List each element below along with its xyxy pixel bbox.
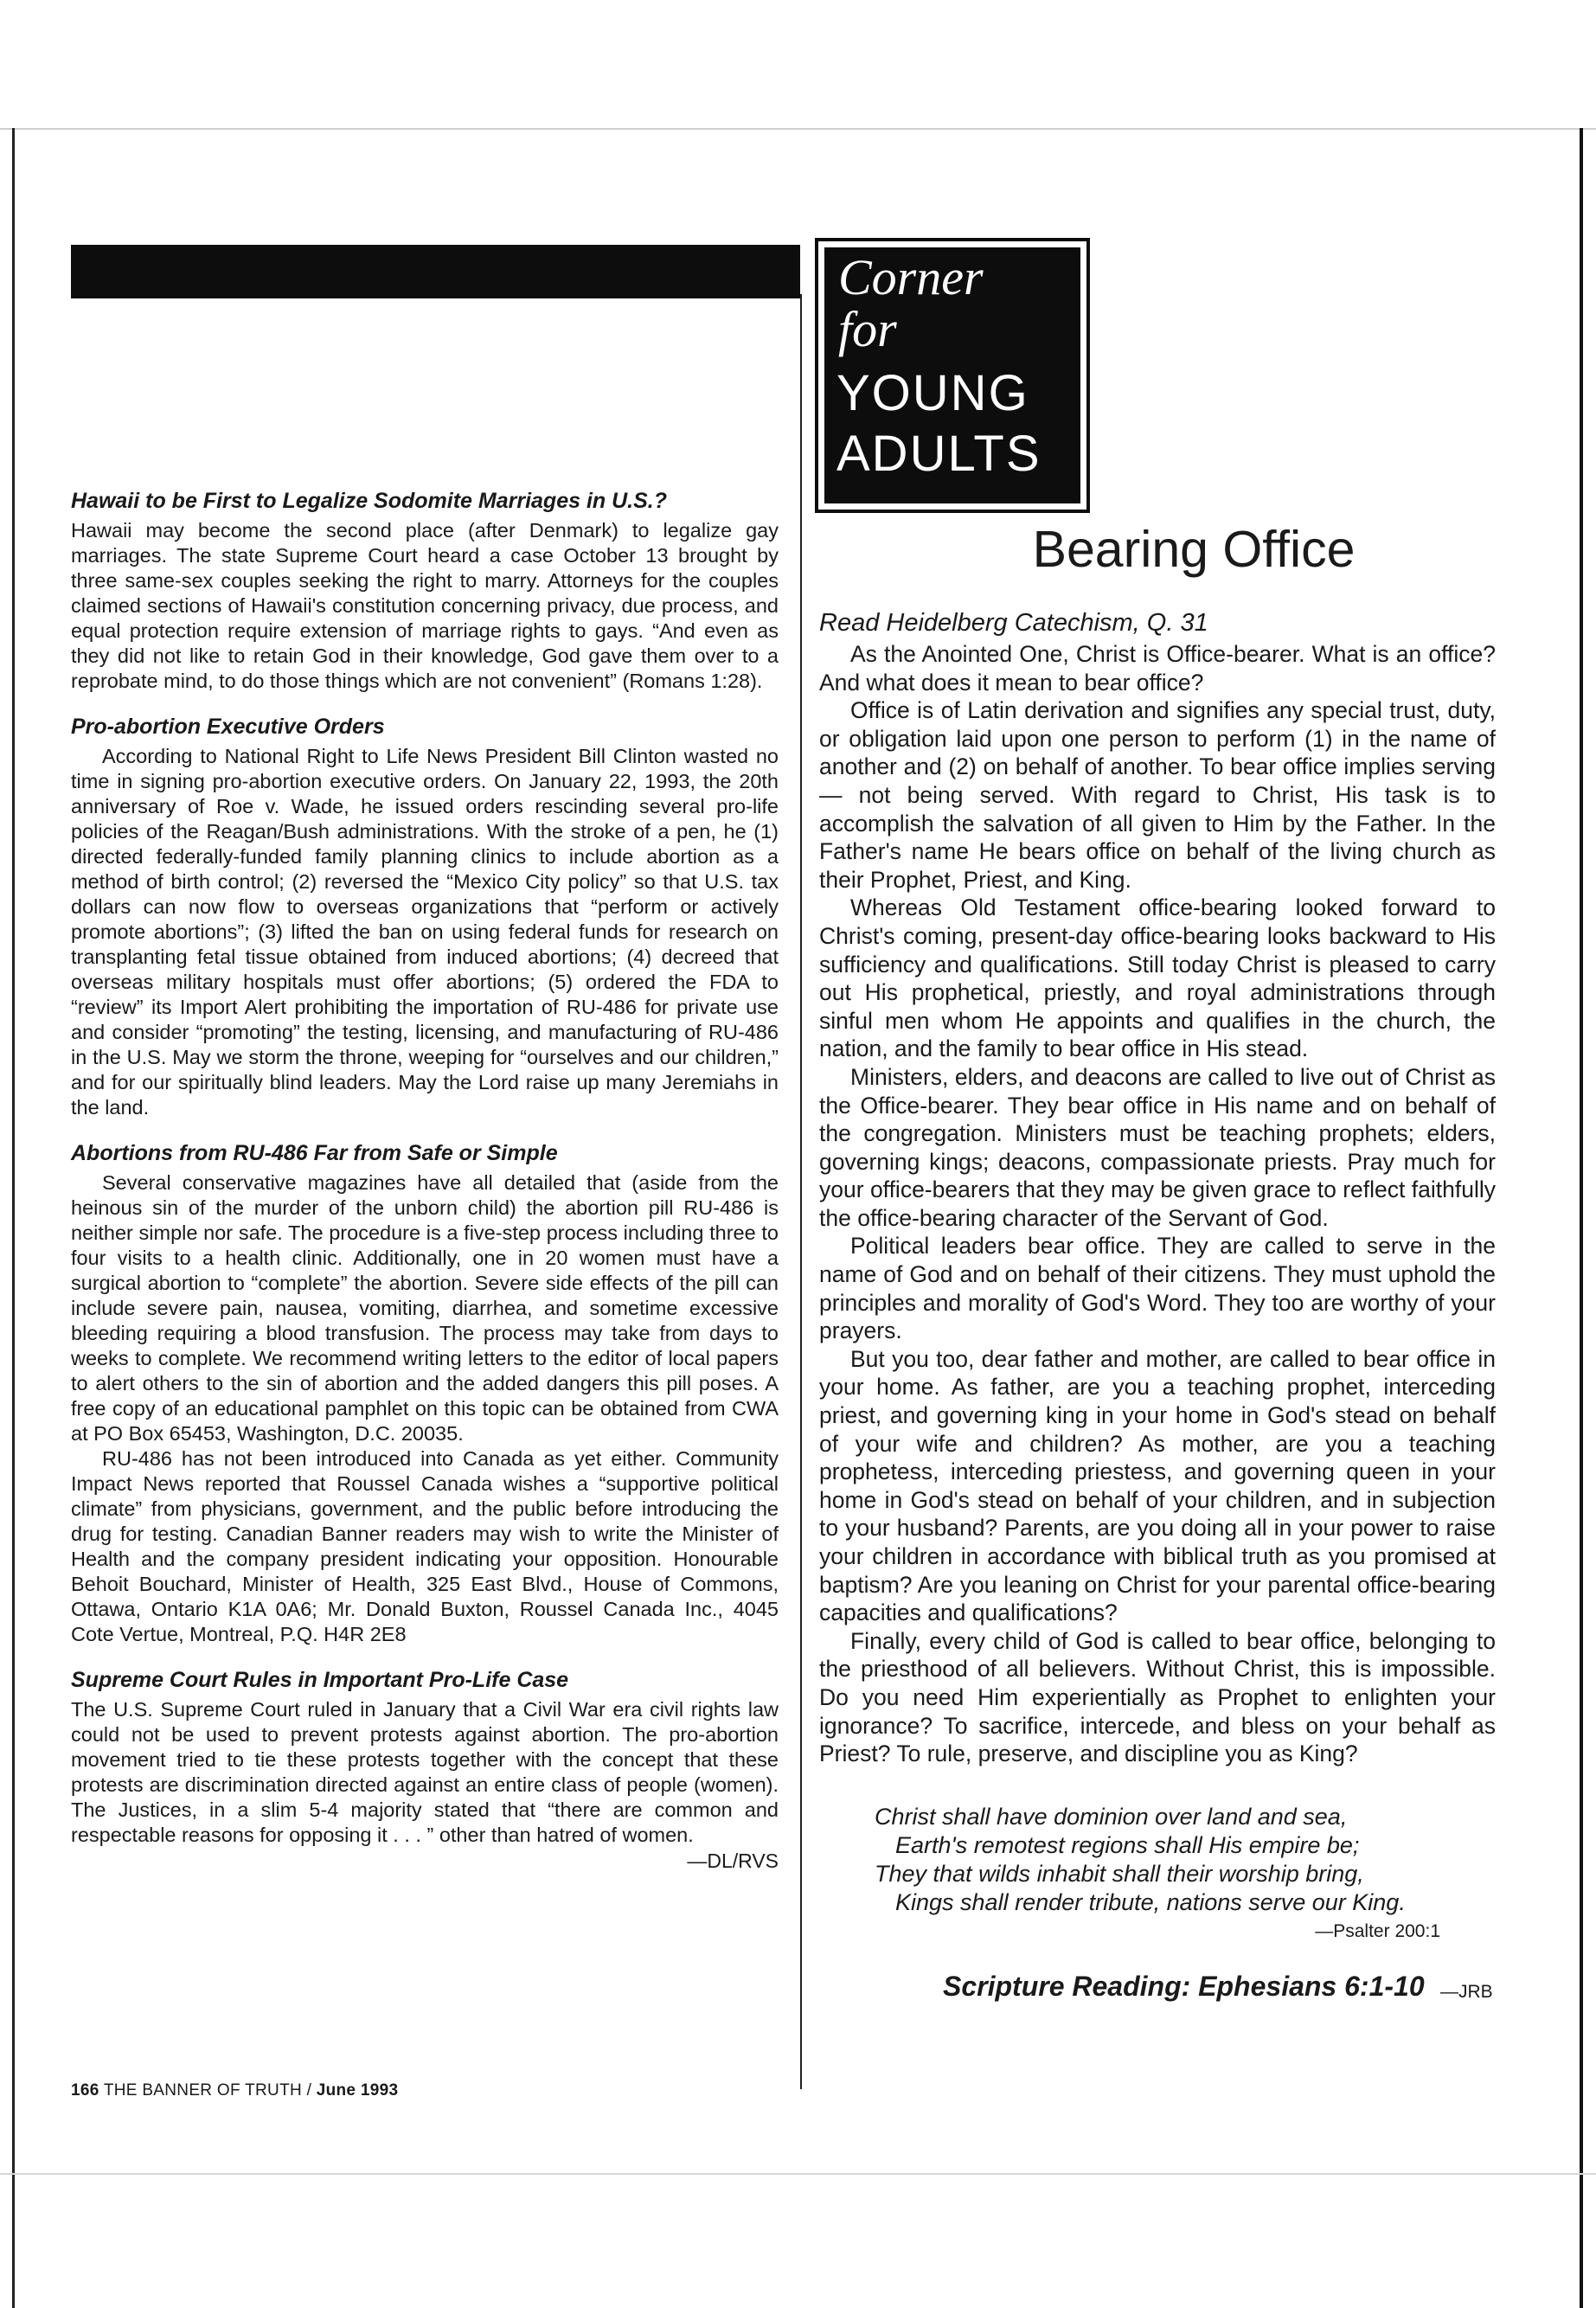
poem-source: —Psalter 200:1 <box>1315 1920 1440 1941</box>
article-heading: Supreme Court Rules in Important Pro-Life Case <box>71 1668 569 1692</box>
meditation-column <box>819 519 1496 1945</box>
corner-line-1: Corner <box>838 249 984 305</box>
issue-date: June 1993 <box>316 2081 399 2100</box>
page-number: 166 <box>71 2081 99 2100</box>
scan-right-edge <box>1580 128 1583 2308</box>
catechism-reference: Read Heidelberg Catechism, Q. 31 <box>819 609 1208 637</box>
article-heading: Abortions from RU-486 Far from Safe or Simple <box>71 1141 558 1165</box>
scan-left-edge <box>12 128 15 2308</box>
article-heading: Hawaii to be First to Legalize Sodomite Marriages in U.S.? <box>71 489 668 513</box>
article-paragraph: But you too, dear father and mother, are called to bear office in your home. As father, are you a teaching prophet, interceding priest, and governing king in your home in God's stead on behalf of your wife and children? As mother, are you a teaching prophetess, interceding priestess, and governing queen in your home in God's stead on behalf of your children, and in subjection to your husband? Parents, are you doing all in your power to raise your children in accordance with biblical truth as you promised at baptism? Are you leaning on Christ for your parental office-bearing capacities and qualifications? <box>819 1345 1496 1626</box>
article-paragraph: RU-486 has not been introduced into Canada as yet either. Community Impact News reported that Roussel Canada wishes a “supportive political climate” from physicians, government, and the public before introducing the drug for testing. Canadian Banner readers may wish to write the Minister of Health and the company president indicating your opposition. Honourable Behoit Bouchard, Minister of Health, 325 East Blvd., House of Commons, Ottawa, Ontario K1A 0A6; Mr. Donald Buxton, Roussel Canada Inc., 4045 Cote Vertue, Montreal, P.Q. H4R 2E8 <box>71 1447 779 1645</box>
article-paragraph: Office is of Latin derivation and signifies any special trust, duty, or obligation laid upon one person to perform (1) in the name of another and (2) on behalf of another. To bear office implies serving — not being served. With regard to Christ, His task is to accomplish the salvation of all given to Him by the Father. In the Father's name He bears office on behalf of the living church as their Prophet, Priest, and King. <box>819 697 1496 893</box>
psalter-verse <box>819 1803 1496 1945</box>
article-paragraph: Several conservative magazines have all detailed that (aside from the heinous sin of the murder of the unborn child) the abortion pill RU-486 is neither simple nor safe. The procedure is a five-step process including three to four visits to a health clinic. Additionally, one in 20 women must have a surgical abortion to “complete” the abortion. Severe side effects of the pill can include severe pain, nausea, vomiting, diarrhea, and sometime excessive bleeding requiring a blood transfusion. The process may take from days to weeks to complete. We recommend writing letters to the editor of local papers to alert others to the sin of abortion and the added dangers this pill poses. A free copy of an educational pamphlet on this topic can be obtained from CWA at PO Box 65453, Washington, D.C. 20035. <box>71 1171 779 1445</box>
corner-line-3: YOUNG <box>836 365 1029 421</box>
article-signature: —JRB <box>1440 1982 1493 2002</box>
column-divider <box>800 294 802 2089</box>
page-footer <box>71 2080 398 2102</box>
news-column <box>71 487 779 1874</box>
corner-line-2: for <box>838 301 897 357</box>
poem-line: Kings shall render tribute, nations serve our King. <box>895 1888 1406 1915</box>
publication-name: THE BANNER OF TRUTH / <box>103 2081 312 2100</box>
article-paragraph: Political leaders bear office. They are called to serve in the name of God and on behalf of their citizens. They must uphold the principles and morality of God's Word. They too are worthy of your prayers. <box>819 1233 1496 1344</box>
page-bottom-edge <box>0 2173 1596 2175</box>
article-paragraph: The U.S. Supreme Court ruled in January that a Civil War era civil rights law could not be used to prevent protests against abortion. The pro-abortion movement tried to tie these protests together with the concept that these protests are discrimination directed against an entire class of people (women). The Justices, in a slim 5-4 majority stated that “there are common and respectable reasons for opposing it . . . ” other than hatred of women. <box>71 1698 779 1846</box>
corner-line-4: ADULTS <box>836 426 1042 482</box>
poem-line: They that wilds inhabit shall their worship bring, <box>875 1860 1364 1887</box>
article-paragraph: Whereas Old Testament office-bearing looked forward to Christ's coming, present-day office-bearing looks backward to His sufficiency and qualifications. Still today Christ is pleased to carry out His prophetical, priestly, and royal administrations through sinful men whom He appoints and qualifies in the church, the nation, and the family to bear office in His stead. <box>819 894 1496 1062</box>
article-paragraph: As the Anointed One, Christ is Office-bearer. What is an office? And what does it mean to bear office? <box>819 641 1496 696</box>
page-top-edge <box>0 128 1596 130</box>
article-paragraph: Ministers, elders, and deacons are called to live out of Christ as the Office-bearer. They bear office in His name and on behalf of the congregation. Ministers must be teaching prophets; elders, governing kings; deacons, compassionate priests. Pray much for your office-bearers that they may be given grace to reflect faithfully the office-bearing character of the Servant of God. <box>819 1063 1496 1231</box>
poem-line: Earth's remotest regions shall His empire be; <box>895 1831 1360 1858</box>
article-paragraph: According to National Right to Life News President Bill Clinton wasted no time in signing pro-abortion executive orders. On January 22, 1993, the 20th anniversary of Roe v. Wade, he issued orders rescinding several pro-life policies of the Reagan/Bush administrations. With the stroke of a pen, he (1) directed federally-funded family planning clinics to include abortion as a method of birth control; (2) reversed the “Mexico City policy” so that U.S. tax dollars can now flow to overseas organizations that “perform or actively promote abortions”; (3) lifted the ban on using federal funds for research on transplanting fetal tissue obtained from induced abortions; (4) decreed that overseas military hospitals must offer abortions; (5) ordered the FDA to “review” its Import Alert prohibiting the importation of RU-486 for private use and consider “promoting” the testing, licensing, and manufacturing of RU-486 in the U.S. May we storm the throne, weeping for “ourselves and our children,” and for our spiritually blind leaders. May the Lord raise up many Jeremiahs in the land. <box>71 745 779 1119</box>
article-heading: Pro-abortion Executive Orders <box>71 715 385 739</box>
scripture-reading: Scripture Reading: Ephesians 6:1-10 <box>943 1971 1425 2002</box>
corner-for-young-adults-badge <box>822 245 1083 506</box>
article-signature: —DL/RVS <box>687 1850 779 1872</box>
article-paragraph: Finally, every child of God is called to bear office, belonging to the priesthood of all believers. Without Christ, this is impossible. Do you need Him experientially as Prophet to enlighten your ignorance? To sacrifice, intercede, and bless on your behalf as Priest? To rule, preserve, and discipline you as King? <box>819 1627 1496 1767</box>
poem-line: Christ shall have dominion over land and sea, <box>875 1803 1348 1830</box>
header-black-bar <box>71 245 800 298</box>
page-title: Bearing Office <box>1032 521 1356 578</box>
article-paragraph: Hawaii may become the second place (after Denmark) to legalize gay marriages. The state Supreme Court heard a case October 13 brought by three same-sex couples seeking the right to marry. Attorneys for the couples claimed sections of Hawaii's constitution concerning privacy, due process, and equal protection require extension of marriage rights to gays. “And even as they did not like to retain God in their knowledge, God gave them over to a reprobate mind, to do those things which are not convenient” (Romans 1:28). <box>71 519 779 692</box>
